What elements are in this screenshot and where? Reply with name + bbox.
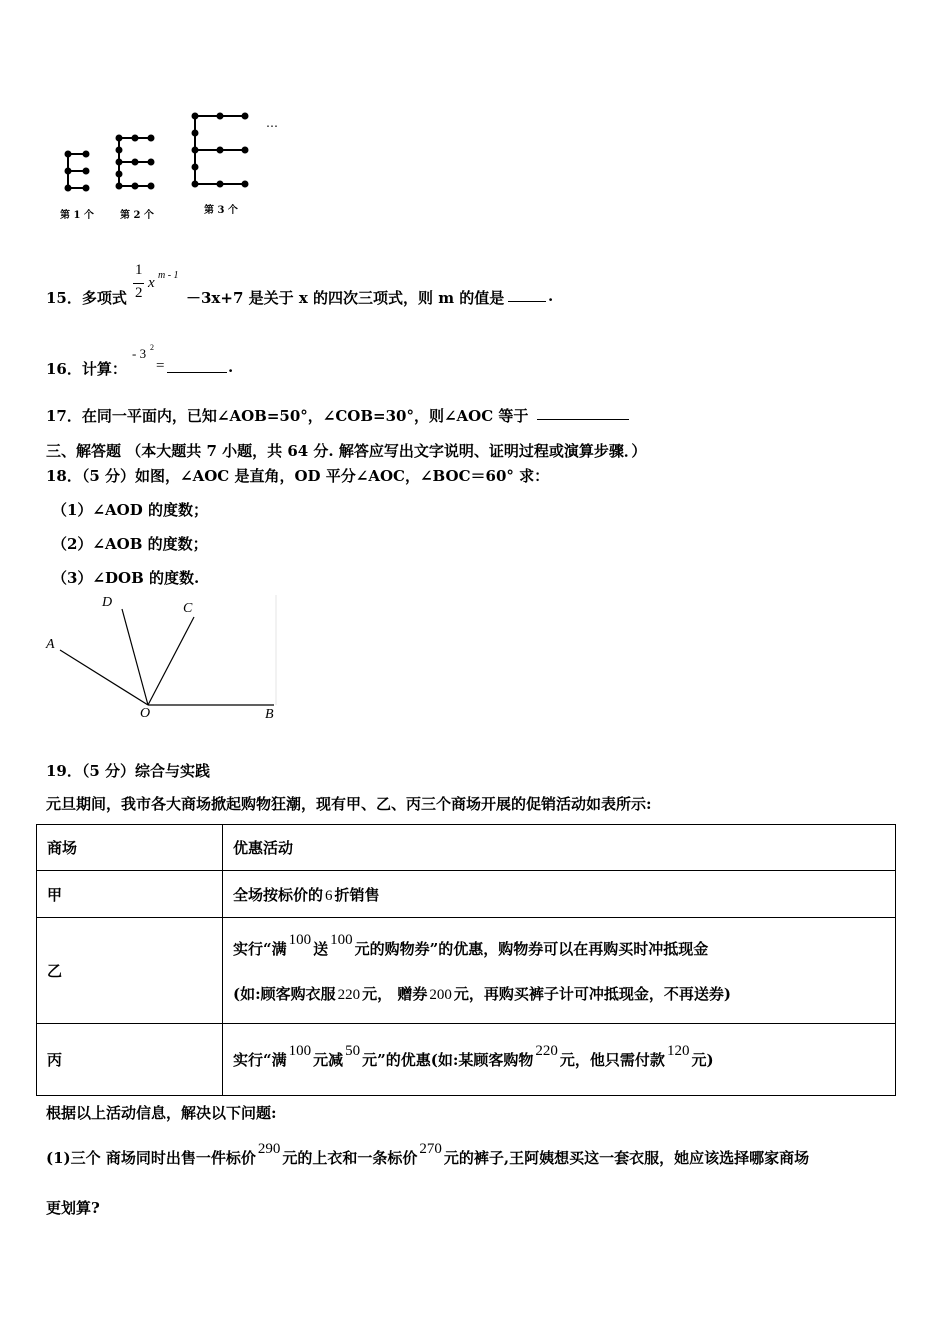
q16-prefix: 16．计算： [46,360,127,378]
q19-part1-line1 [46,1141,810,1168]
q19-p1a: (1)三个 商场同时出售一件标价 [46,1149,256,1167]
q17-answer-blank[interactable] [537,405,629,420]
yi-n2: 100 [330,931,353,948]
q19-p1c: 元的裤子,王阿姨想买这一套衣服，她应该选择哪家商场 [443,1149,810,1167]
yi-l2c: 元，再购买裤子计可冲抵现金，不再送券) [453,984,731,1003]
mall-jia: 甲 [37,871,223,918]
bing-n2: 50 [345,1043,361,1059]
q15-frac-den: 2 [135,285,143,301]
bing-d: 元，他只需付款 [559,1051,665,1069]
q15-prefix: 15．多项式 [46,289,127,307]
header-activity: 优惠活动 [223,825,896,871]
table-row [37,871,896,918]
label-O: O [140,706,151,721]
q19-p1n1: 290 [257,1141,281,1157]
activity-jia-b: 折销售 [334,885,380,904]
q18-stem: 18．（5 分）如图，∠AOC 是直角，OD 平分∠AOC，∠BOC＝60° 求： [46,467,550,485]
q15-end: . [548,287,554,305]
activity-yi-line2 [233,983,885,1004]
q15-exponent: m - 1 [158,270,179,281]
q18-part-1: （1）∠AOD 的度数； [52,501,208,519]
activity-yi [223,918,896,1024]
bing-b: 元减 [313,1051,344,1069]
q16-end: . [228,358,234,376]
yi-l1a: 实行“满 [233,939,287,958]
q19-p1n2: 270 [419,1141,442,1157]
q15-answer-blank[interactable] [508,287,546,302]
yi-l1b: 送 [313,939,329,958]
q15-suffix: －3x+7 是关于 x 的四次三项式，则 m 的值是 [186,289,505,307]
figure-caption-2: 第 2 个 [120,210,154,221]
q19-p1b: 元的上衣和一条标价 [282,1149,418,1167]
q16-exp: 2 [150,343,154,352]
bing-e: 元) [691,1051,714,1069]
q19-after: 根据以上活动信息，解决以下问题: [46,1104,277,1122]
mall-bing: 丙 [37,1024,223,1096]
yi-n1: 100 [288,931,312,948]
table-row [37,825,896,871]
q17-text: 17．在同一平面内，已知∠AOB=50°，∠COB=30°，则∠AOC 等于 [46,407,529,425]
yi-n4: 200 [429,986,452,1003]
mall-yi: 乙 [37,918,223,1024]
bing-n4: 120 [666,1043,690,1059]
yi-n3: 220 [337,986,361,1003]
bing-c: 元”的优惠(如:某顾客购物 [362,1051,534,1069]
table-row [37,1024,896,1096]
q16-eq: = [156,358,165,374]
label-A: A [46,637,55,652]
q19-title: 19．（5 分）综合与实践 [46,762,211,780]
q15-frac-bar [133,283,144,284]
activity-yi-line1 [233,931,885,959]
yi-l2b: 元， 赠券 [362,984,428,1003]
header-mall: 商场 [37,825,223,871]
label-D: D [102,595,113,610]
figure-caption-3: 第 3 个 [204,205,238,216]
table-row [37,918,896,1024]
section3-title: 三、解答题 （本大题共 7 小题，共 64 分. 解答应写出文字说明、证明过程或演算步骤．） [46,442,647,460]
promotion-table [36,824,896,1096]
bing-n3: 220 [535,1043,558,1059]
q15-frac-num: 1 [135,262,143,278]
figure-ellipsis: … [266,116,278,130]
activity-jia-n: 6 [325,887,333,904]
q18-angle-figure [44,595,278,723]
q18-angle-lines [44,595,278,723]
q16-answer-blank[interactable] [167,358,227,373]
label-C: C [183,601,193,616]
yi-l2a: (如:顾客购衣服 [233,984,336,1003]
activity-jia-a: 全场按标价的 [233,885,324,904]
activity-jia [223,871,896,918]
bing-a: 实行“满 [233,1051,287,1069]
activity-bing [223,1024,896,1096]
bing-n1: 100 [288,1043,312,1059]
q18-part-3: （3）∠DOB 的度数. [52,569,200,587]
figure-caption-1: 第 1 个 [60,210,94,221]
q15-var: x [148,275,155,291]
q16-expr: - 3 [132,346,147,361]
q18-part-2: （2）∠AOB 的度数； [52,535,208,553]
label-B: B [265,707,274,722]
q19-part1-line2: 更划算? [46,1199,100,1217]
yi-l1c: 元的购物券”的优惠，购物券可以在再购买时冲抵现金 [354,939,709,958]
q19-intro: 元旦期间，我市各大商场掀起购物狂潮，现有甲、乙、丙三个商场开展的促销活动如表所示: [46,795,652,813]
